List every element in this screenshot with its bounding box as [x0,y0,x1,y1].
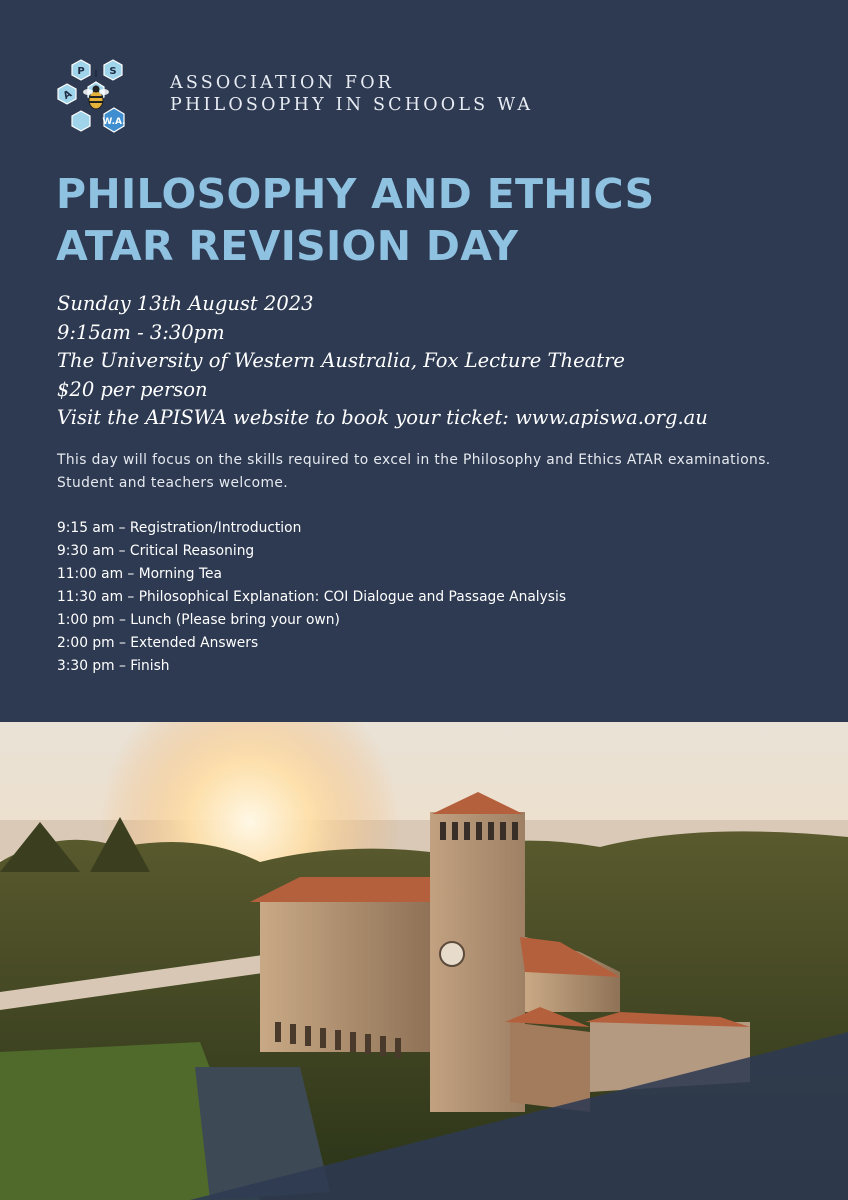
schedule-item: 3:30 pm – Finish [57,658,170,674]
bee-icon [83,86,109,110]
schedule-item: 9:30 am – Critical Reasoning [57,543,255,559]
schedule-item: 2:00 pm – Extended Answers [57,635,259,651]
great-hall [260,897,430,1052]
org-line-1: ASSOCIATION FOR [170,73,395,93]
annex [510,1022,590,1112]
logo-letter-wa: W.A. [102,117,126,127]
event-date: Sunday 13th August 2023 [57,292,314,315]
clock-face [440,942,464,966]
title-line-1: PHILOSOPHY AND ETHICS [56,170,655,218]
apiswa-logo [52,55,132,140]
event-time: 9:15am - 3:30pm [57,320,225,344]
campus-photo [0,722,848,1200]
logo-hex-s2 [72,111,90,131]
event-description: This day will focus on the skills required to excel in the Philosophy and Ethics ATAR examinations. Student and teachers welcome. [57,452,771,491]
schedule-item: 11:00 am – Morning Tea [57,566,222,582]
event-price: $20 per person [57,377,208,401]
title-line-2: ATAR REVISION DAY [56,222,519,270]
org-line-2: PHILOSOPHY IN SCHOOLS WA [170,95,534,115]
logo-letter-s: S [109,66,117,77]
schedule-item: 1:00 pm – Lunch (Please bring your own) [57,612,340,628]
event-venue: The University of Western Australia, Fox Lecture Theatre [57,349,625,373]
schedule-item: 11:30 am – Philosophical Explanation: COI Dialogue and Passage Analysis [57,589,567,605]
campus-illustration [0,722,848,1200]
logo-letter-i: I [94,69,98,80]
schedule-list [57,517,566,678]
event-booking: Visit the APISWA website to book your ticket: www.apiswa.org.au [57,406,708,430]
event-title [56,168,654,272]
logo-letter-p: P [77,66,85,77]
logo-letter-a: A [61,88,74,102]
schedule-item: 9:15 am – Registration/Introduction [57,520,302,536]
event-details [57,290,708,433]
organisation-name [170,72,533,116]
